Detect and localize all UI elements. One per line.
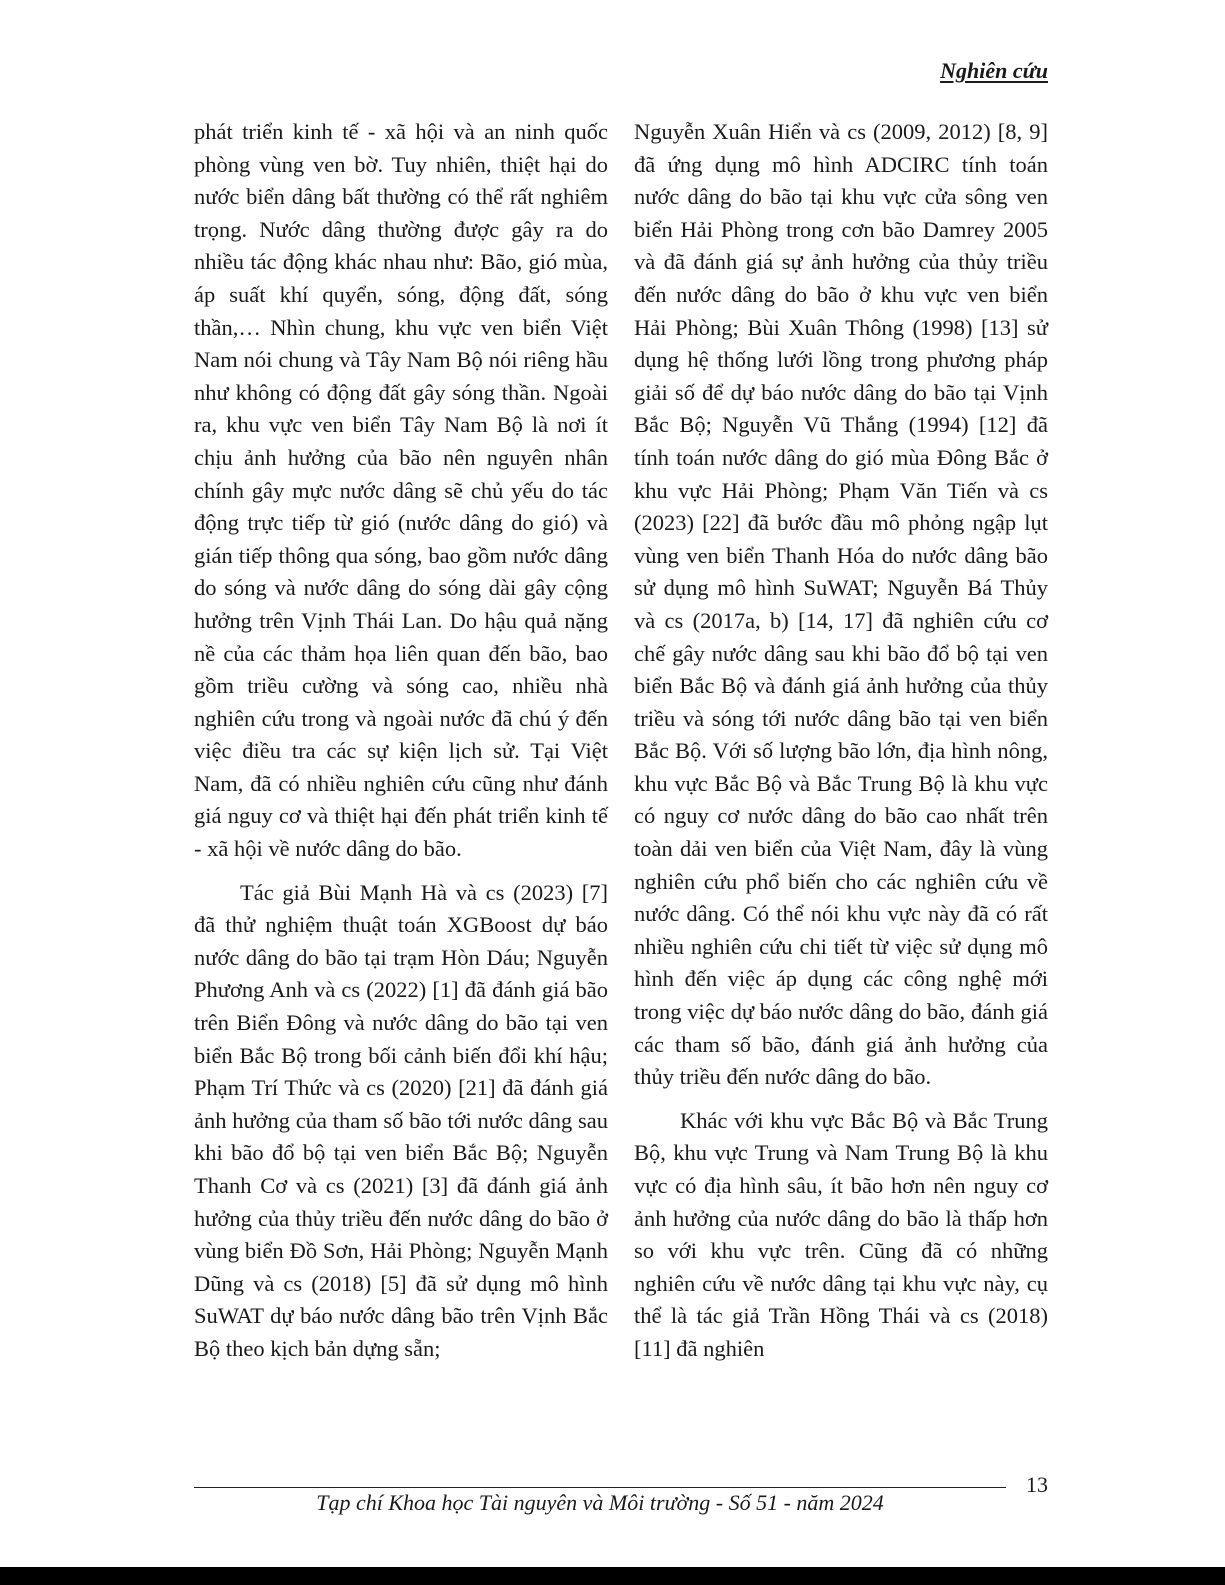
right-column bbox=[634, 116, 1048, 1377]
left-column bbox=[194, 116, 608, 1377]
bottom-bar bbox=[0, 1567, 1225, 1585]
left-paragraph-2: Tác giả Bùi Mạnh Hà và cs (2023) [7] đã thử nghiệm thuật toán XGBoost dự báo nước dâng do bão tại trạm Hòn Dáu; Nguyễn Phương Anh và cs (2022) [1] đã đánh giá bão trên Biển Đông và nước dâng do bão tại ven biển Bắc Bộ trong bối cảnh biến đổi khí hậu; Phạm Trí Thức và cs (2020) [21] đã đánh giá ảnh hưởng của tham số bão tới nước dâng sau khi bão đổ bộ tại ven biển Bắc Bộ; Nguyễn Thanh Cơ và cs (2021) [3] đã đánh giá ảnh hưởng của thủy triều đến nước dâng do bão ở vùng biển Đồ Sơn, Hải Phòng; Nguyễn Mạnh Dũng và cs (2018) [5] đã sử dụng mô hình SuWAT dự báo nước dâng bão trên Vịnh Bắc Bộ theo kịch bản dựng sẵn; bbox=[194, 879, 608, 1361]
right-paragraph-2: Khác với khu vực Bắc Bộ và Bắc Trung Bộ, khu vực Trung và Nam Trung Bộ là khu vực có địa hình sâu, ít bão hơn nên nguy cơ ảnh hưởng của nước dâng do bão là thấp hơn so với khu vực trên. Cũng đã có những nghiên cứu về nước dâng tại khu vực này, cụ thể là tác giả Trần Hồng Thái và cs (2018) [11] đã nghiên bbox=[634, 1107, 1048, 1361]
section-label: Nghiên cứu bbox=[940, 58, 1048, 83]
left-paragraph-1: phát triển kinh tế - xã hội và an ninh quốc phòng vùng ven bờ. Tuy nhiên, thiệt hại do nước biển dâng bất thường có thể rất nghiêm trọng. Nước dâng thường được gây ra do nhiều tác động khác nhau như: Bão, gió mùa, áp suất khí quyển, sóng, động đất, sóng thần,… Nhìn chung, khu vực ven biển Việt Nam nói chung và Tây Nam Bộ nói riêng hầu như không có động đất gây sóng thần. Ngoài ra, khu vực ven biển Tây Nam Bộ là nơi ít chịu ảnh hưởng của bão nên nguyên nhân chính gây mực nước dâng sẽ chủ yếu do tác động trực tiếp từ gió (nước dâng do gió) và gián tiếp thông qua sóng, bao gồm nước dâng do sóng và nước dâng do sóng dài gây cộng hưởng trên Vịnh Thái Lan. Do hậu quả nặng nề của các thảm họa liên quan đến bão, bao gồm triều cường và sóng cao, nhiều nhà nghiên cứu trong và ngoài nước đã chú ý đến việc điều tra các sự kiện lịch sử. Tại Việt Nam, đã có nhiều nghiên cứu cũng như đánh giá nguy cơ và thiệt hại đến phát triển kinh tế - xã hội về nước dâng do bão. bbox=[194, 119, 608, 862]
footer-rule bbox=[194, 1487, 1006, 1488]
right-paragraph-1: Nguyễn Xuân Hiển và cs (2009, 2012) [8, 9] đã ứng dụng mô hình ADCIRC tính toán nước dâng do bão tại khu vực cửa sông ven biển Hải Phòng trong cơn bão Damrey 2005 và đã đánh giá sự ảnh hưởng của thủy triều đến nước dâng do bão ở khu vực ven biển Hải Phòng; Bùi Xuân Thông (1998) [13] sử dụng hệ thống lưới lồng trong phương pháp giải số để dự báo nước dâng do bão tại Vịnh Bắc Bộ; Nguyễn Vũ Thắng (1994) [12] đã tính toán nước dâng do gió mùa Đông Bắc ở khu vực Hải Phòng; Phạm Văn Tiến và cs (2023) [22] đã bước đầu mô phỏng ngập lụt vùng ven biển Thanh Hóa do nước dâng bão sử dụng mô hình SuWAT; Nguyễn Bá Thủy và cs (2017a, b) [14, 17] đã nghiên cứu cơ chế gây nước dâng sau khi bão đổ bộ tại ven biển Bắc Bộ và đánh giá ảnh hưởng của thủy triều và sóng tới nước dâng bão tại ven biển Bắc Bộ. Với số lượng bão lớn, địa hình nông, khu vực Bắc Bộ và Bắc Trung Bộ là khu vực có nguy cơ nước dâng do bão cao nhất trên toàn dải ven biển của Việt Nam, đây là vùng nghiên cứu phổ biến cho các nghiên cứu về nước dâng. Có thể nói khu vực này đã có rất nhiều nghiên cứu chi tiết từ việc sử dụng mô hình đến việc áp dụng các công nghệ mới trong việc dự báo nước dâng do bão, đánh giá các tham số bão, đánh giá ảnh hưởng của thủy triều đến nước dâng do bão. bbox=[634, 119, 1048, 1090]
page-number: 13 bbox=[1026, 1472, 1048, 1497]
journal-footer: Tạp chí Khoa học Tài nguyên và Môi trường - Số 51 - năm 2024 bbox=[316, 1490, 884, 1515]
